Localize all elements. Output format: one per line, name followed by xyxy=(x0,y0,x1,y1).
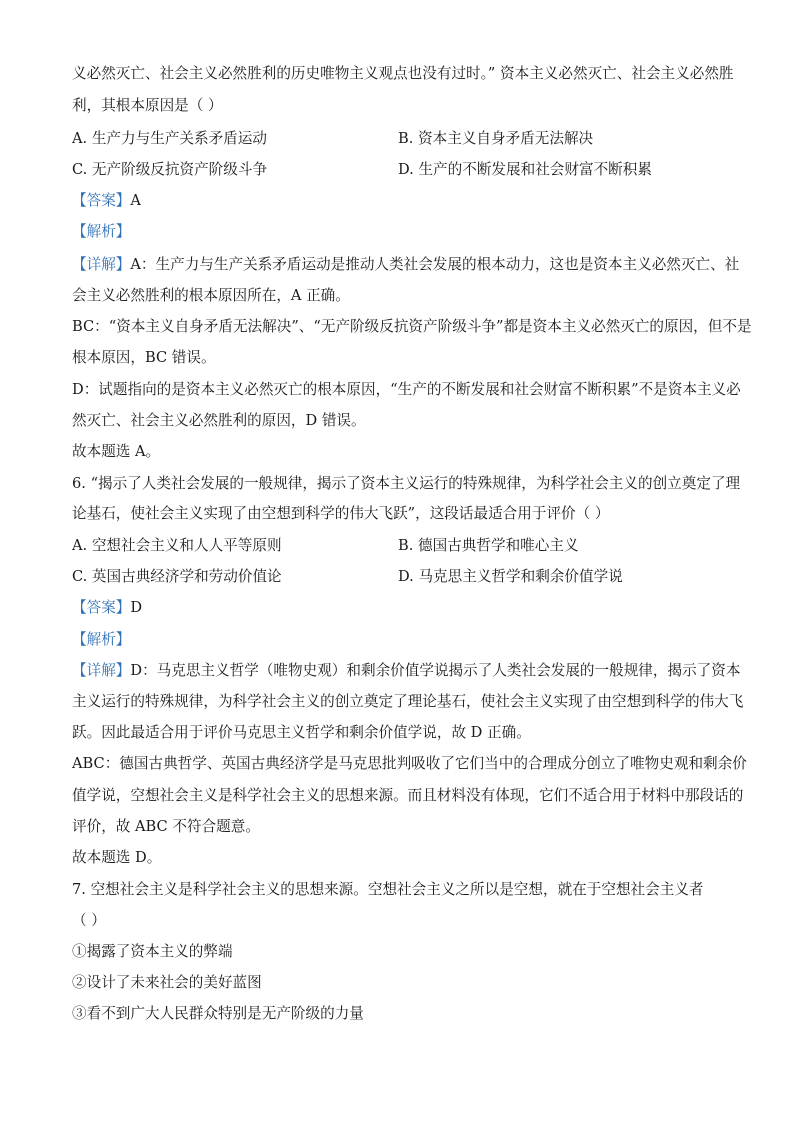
q7-item-3: ③看不到广大人民群众特别是无产阶级的力量 xyxy=(72,1005,364,1022)
q5-option-a: A. 生产力与生产关系矛盾运动 xyxy=(72,130,267,147)
q5-detail-line-5: D：试题指向的是资本主义必然灭亡的根本原因，“生产的不断发展和社会财富不断积累”不是资本主义必 xyxy=(72,381,741,398)
q5-detail-line-4: 根本原因，BC 错误。 xyxy=(72,349,216,366)
q7-stem-line-1: 7. 空想社会主义是科学社会主义的思想来源。空想社会主义之所以是空想，就在于空想社会主义者 xyxy=(72,881,704,898)
q6-option-b: B. 德国古典哲学和唯心主义 xyxy=(398,537,579,554)
q5-analysis-tag: 【解析】 xyxy=(72,223,131,240)
q7-stem-line-2: （ ） xyxy=(72,912,106,929)
q6-detail-line-1: 【详解】D：马克思主义哲学（唯物史观）和剩余价值学说揭示了人类社会发展的一般规律，揭示了资本 xyxy=(72,662,741,679)
q5-stem-line-2: 利，其根本原因是（ ） xyxy=(72,97,223,114)
q5-stem-line-1: 义必然灭亡、社会主义必然胜利的历史唯物主义观点也没有过时。” 资本主义必然灭亡、社会主义必然胜 xyxy=(72,65,734,82)
q5-detail-line-3: BC：“资本主义自身矛盾无法解决”、“无产阶级反抗资产阶级斗争”都是资本主义必然灭亡的原因，但不是 xyxy=(72,318,752,335)
q5-option-c: C. 无产阶级反抗资产阶级斗争 xyxy=(72,161,268,178)
q5-answer xyxy=(72,191,141,211)
q6-conclusion: 故本题选 D。 xyxy=(72,849,162,866)
q6-stem-line-2: 论基石，使社会主义实现了由空想到科学的伟大飞跃”，这段话最适合用于评价（ ） xyxy=(72,505,610,522)
q5-answer-value: A xyxy=(130,192,141,209)
q6-detail-line-6: 评价，故 ABC 不符合题意。 xyxy=(72,818,260,835)
q6-detail-line-2: 主义运行的特殊规律，为科学社会主义的创立奠定了理论基石，使社会主义实现了由空想到科学的伟大飞 xyxy=(72,693,744,710)
q5-detail-line-6: 然灭亡、社会主义必然胜利的原因，D 错误。 xyxy=(72,412,366,429)
q5-conclusion: 故本题选 A。 xyxy=(72,443,161,460)
q6-answer-tag: 【答案】 xyxy=(72,599,131,616)
q7-item-2: ②设计了未来社会的美好蓝图 xyxy=(72,974,262,991)
q6-answer-value: D xyxy=(130,599,143,616)
q5-answer-tag: 【答案】 xyxy=(72,192,131,209)
q6-option-d: D. 马克思主义哲学和剩余价值学说 xyxy=(398,568,623,585)
q5-detail-tag: 【详解】 xyxy=(72,256,131,273)
q5-option-b: B. 资本主义自身矛盾无法解决 xyxy=(398,130,594,147)
q6-option-c: C. 英国古典经济学和劳动价值论 xyxy=(72,568,282,585)
q6-detail-line-4: ABC：德国古典哲学、英国古典经济学是马克思批判吸收了它们当中的合理成分创立了唯物史观和剩余价 xyxy=(72,755,747,772)
q6-analysis-tag: 【解析】 xyxy=(72,631,131,648)
q7-item-1: ①揭露了资本主义的弊端 xyxy=(72,943,233,960)
q6-answer xyxy=(72,598,142,618)
q6-detail-tag: 【详解】 xyxy=(72,662,131,679)
q5-option-d: D. 生产的不断发展和社会财富不断积累 xyxy=(398,161,652,178)
q6-detail-line-3: 跃。因此最适合用于评价马克思主义哲学和剩余价值学说，故 D 正确。 xyxy=(72,724,531,741)
q6-stem-line-1: 6. “揭示了人类社会发展的一般规律，揭示了资本主义运行的特殊规律，为科学社会主义的创立奠定了理 xyxy=(72,475,741,492)
q5-detail-line-2: 会主义必然胜利的根本原因所在，A 正确。 xyxy=(72,287,350,304)
q5-detail-line-1: 【详解】A：生产力与生产关系矛盾运动是推动人类社会发展的根本动力，这也是资本主义必然灭亡、社 xyxy=(72,256,740,273)
q6-option-a: A. 空想社会主义和人人平等原则 xyxy=(72,537,282,554)
q6-detail-line-5: 值学说，空想社会主义是科学社会主义的思想来源。而且材料没有体现，它们不适合用于材料中那段话的 xyxy=(72,787,744,804)
